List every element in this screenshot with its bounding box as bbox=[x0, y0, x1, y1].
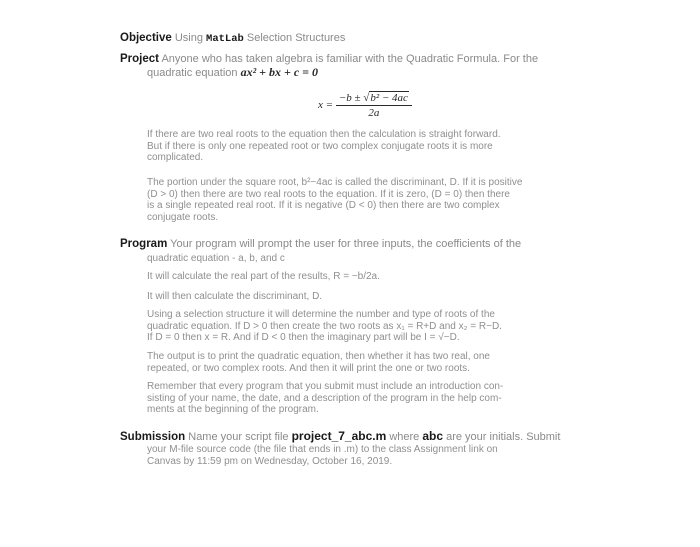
program-label: Program bbox=[120, 238, 168, 250]
quadratic-formula bbox=[318, 92, 412, 119]
submission-filename: project_7_abc.m bbox=[291, 429, 387, 443]
formula-radicand: b² − 4ac bbox=[370, 92, 408, 104]
project-p1-line-2: But if there is only one repeated root or two complex conjugate roots it is more bbox=[147, 140, 493, 152]
program-out-line-1: The output is to print the quadratic equation, then whether it has two real, one bbox=[147, 351, 490, 362]
formula-fraction bbox=[336, 92, 412, 119]
program-intro: Your program will prompt the user for three inputs, the coefficients of the bbox=[170, 238, 522, 250]
program-sel-line-1: Using a selection structure it will determine the number and type of roots of the bbox=[147, 309, 495, 320]
formula-lhs: x = bbox=[318, 99, 334, 112]
project-equation-intro: quadratic equation bbox=[147, 67, 241, 79]
formula-numerator bbox=[336, 92, 412, 106]
project-p2-line-2: (D > 0) then there are two real roots to the equation. If it is zero, (D = 0) then there bbox=[147, 188, 510, 200]
objective-text-before: Using bbox=[174, 32, 207, 44]
submission-text-3: are your initials. Submit bbox=[443, 431, 561, 443]
program-calc-real: It will calculate the real part of the results, R = −b/2a. bbox=[147, 271, 380, 282]
program-selection-paragraph bbox=[147, 309, 502, 344]
program-rem-line-2: sisting of your name, the date, and a description of the program in the help com- bbox=[147, 392, 502, 404]
project-line-1 bbox=[120, 53, 538, 66]
project-paragraph-1 bbox=[147, 129, 501, 164]
objective-text-after: Selection Structures bbox=[243, 32, 346, 44]
program-sel-line-2: quadratic equation. If D > 0 then create the two roots as x₁ = R+D and x₂ = R−D. bbox=[147, 320, 502, 332]
formula-denominator: 2a bbox=[368, 107, 380, 119]
project-p2-line-4: conjugate roots. bbox=[147, 211, 219, 223]
project-p1-line-1: If there are two real roots to the equation then the calculation is straight forward. bbox=[147, 129, 501, 140]
program-rem-line-3: ments at the beginning of the program. bbox=[147, 404, 319, 415]
project-label: Project bbox=[120, 53, 159, 65]
submission-line-2: your M-file source code (the file that ends in .m) to the class Assignment link on bbox=[147, 444, 498, 455]
formula-num-prefix: −b ± √ bbox=[338, 92, 370, 104]
project-intro: Anyone who has taken algebra is familiar with the Quadratic Formula. For the bbox=[161, 53, 539, 65]
program-rem-line-1: Remember that every program that you submit must include an introduction con- bbox=[147, 381, 504, 392]
program-sel-line-3: If D = 0 then x = R. And if D < 0 then the imaginary part will be I = √−D. bbox=[147, 332, 460, 343]
objective-matlab: MatLab bbox=[206, 33, 244, 45]
submission-text-2: where bbox=[386, 431, 423, 443]
project-line-2 bbox=[147, 66, 318, 80]
objective-line bbox=[120, 32, 345, 46]
submission-initials: abc bbox=[422, 429, 444, 443]
program-calc-disc: It will then calculate the discriminant, D. bbox=[147, 291, 323, 302]
project-paragraph-2 bbox=[147, 177, 522, 223]
project-p1-line-3: complicated. bbox=[147, 152, 204, 163]
program-line-1 bbox=[120, 238, 521, 251]
program-remember-paragraph bbox=[147, 381, 503, 416]
submission-line-1 bbox=[120, 430, 560, 444]
quadratic-equation: ax² + bx + c = 0 bbox=[240, 65, 319, 79]
submission-text-1: Name your script file bbox=[188, 431, 292, 443]
project-p2-line-1: The portion under the square root, b²−4ac is called the discriminant, D. If it is positive bbox=[147, 177, 523, 188]
submission-label: Submission bbox=[120, 431, 186, 443]
submission-line-3: Canvas by 11:59 pm on Wednesday, October 16, 2019. bbox=[147, 456, 393, 467]
project-p2-line-3: is a single repeated real root. If it is negative (D < 0) then there are two complex bbox=[147, 200, 500, 211]
program-line-2: quadratic equation - a, b, and c bbox=[147, 253, 285, 264]
program-out-line-2: repeated, or two complex roots. And then it will print the one or two roots. bbox=[147, 362, 470, 374]
program-output-paragraph bbox=[147, 351, 490, 374]
objective-label: Objective bbox=[120, 32, 172, 44]
